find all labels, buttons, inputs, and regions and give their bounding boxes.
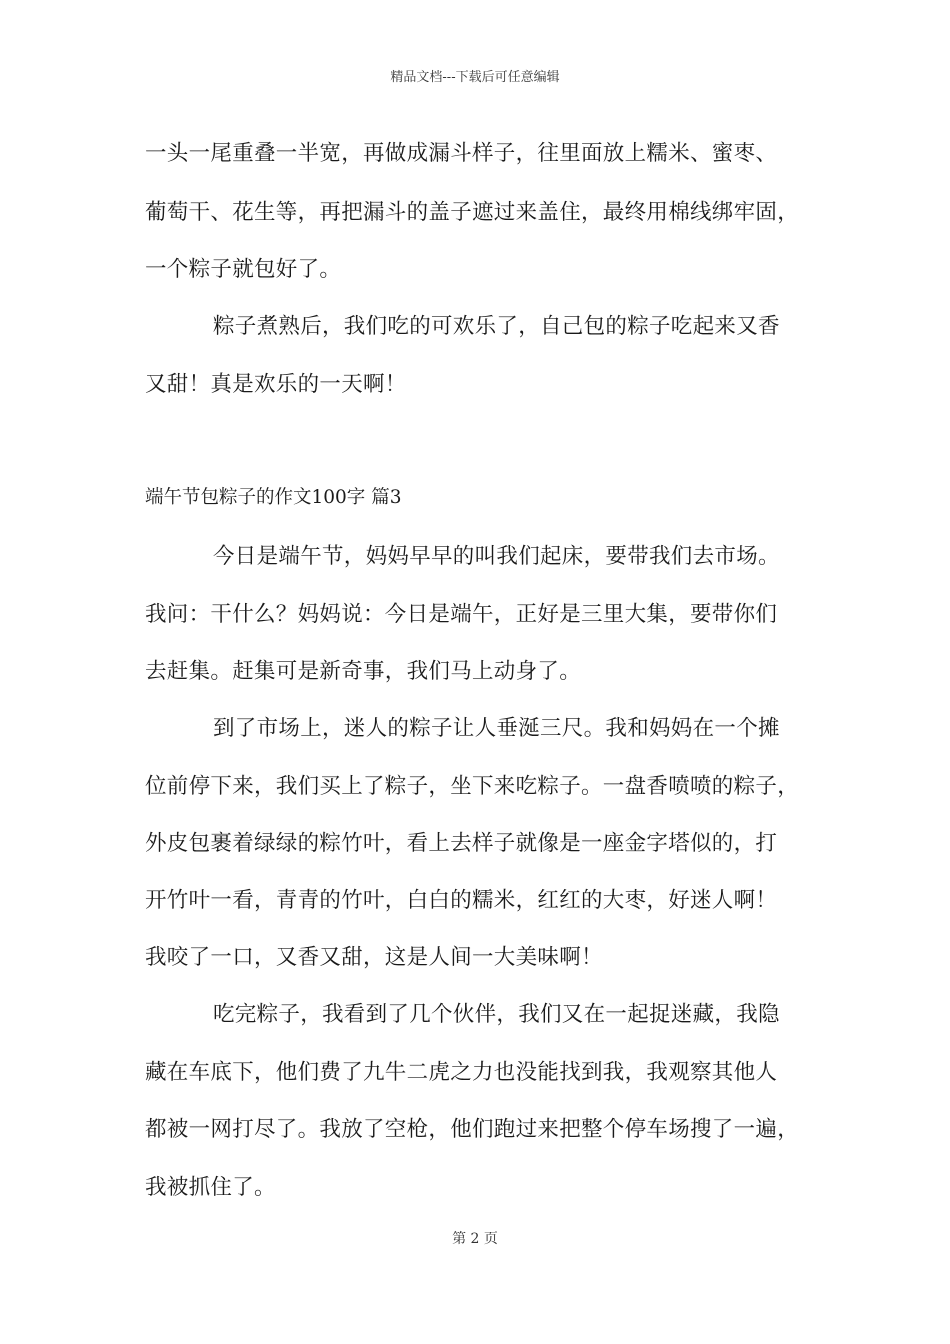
paragraph-line: 到了市场上，迷人的粽子让人垂涎三尺。我和妈妈在一个摊 (213, 716, 780, 741)
paragraph-line: 我问：干什么？妈妈说：今日是端午，正好是三里大集，要带你们 (145, 602, 778, 627)
paragraph-line: 我被抓住了。 (145, 1175, 276, 1200)
paragraph-line: 又甜！真是欢乐的一天啊！ (145, 372, 407, 397)
paragraph-line: 都被一网打尽了。我放了空枪，他们跑过来把整个停车场搜了一遍， (145, 1117, 800, 1142)
page-number: 第 2 页 (452, 1231, 498, 1247)
paragraph-line: 粽子煮熟后，我们吃的可欢乐了，自己包的粽子吃起来又香 (213, 314, 780, 339)
paragraph-line: 葡萄干、花生等，再把漏斗的盖子遮过来盖住，最终用棉线绑牢固， (145, 200, 800, 225)
paragraph-line: 去赶集。赶集可是新奇事，我们马上动身了。 (145, 659, 582, 684)
paragraph-line: 一头一尾重叠一半宽，再做成漏斗样子，往里面放上糯米、蜜枣、 (145, 141, 778, 166)
paragraph-line: 位前停下来，我们买上了粽子，坐下来吃粽子。一盘香喷喷的粽子， (145, 774, 800, 799)
section-title: 端午节包粽子的作文100字 篇3 (145, 487, 402, 508)
paragraph-line: 外皮包裹着绿绿的粽竹叶，看上去样子就像是一座金字塔似的，打 (145, 831, 778, 856)
paragraph-line: 开竹叶一看，青青的竹叶，白白的糯米，红红的大枣，好迷人啊！ (145, 888, 778, 913)
paragraph-line: 吃完粽子，我看到了几个伙伴，我们又在一起捉迷藏，我隐 (213, 1002, 780, 1027)
paragraph-line: 藏在车底下，他们费了九牛二虎之力也没能找到我，我观察其他人 (145, 1060, 778, 1085)
paragraph-line: 今日是端午节，妈妈早早的叫我们起床，要带我们去市场。 (213, 544, 780, 569)
paragraph-line: 我咬了一口，又香又甜，这是人间一大美味啊！ (145, 945, 603, 970)
page-header: 精品文档---下载后可任意编辑 (390, 70, 560, 85)
paragraph-line: 一个粽子就包好了。 (145, 257, 342, 282)
